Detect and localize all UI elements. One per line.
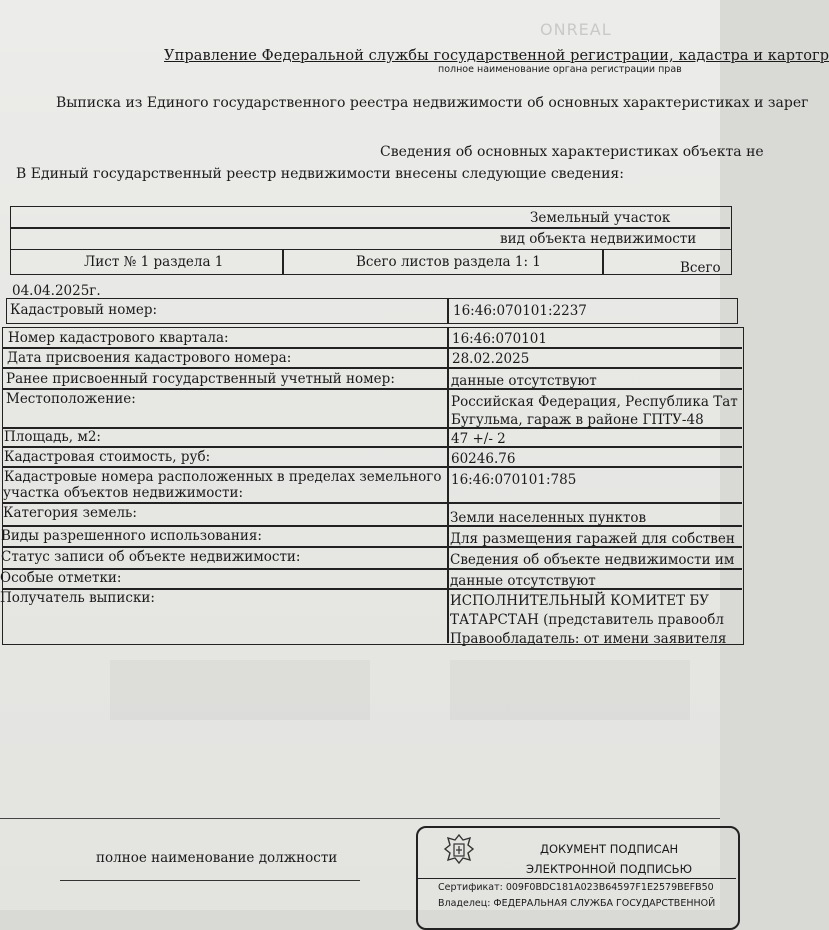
row-label-status: Статус записи об объекте недвижимости: [1,549,301,565]
row-value-prev-number: данные отсутствуют [451,373,597,389]
section-title: Сведения об основных характеристиках объекта не [380,144,764,160]
row-value-notes: данные отсутствуют [450,573,596,589]
certificate-owner: Владелец: ФЕДЕРАЛЬНАЯ СЛУЖБА ГОСУДАРСТВЕННОЙ [438,898,716,909]
cadastral-label: Кадастровый номер: [10,302,158,318]
agency-name: Управление Федеральной службы государственной регистрации, кадастра и картогр [164,48,829,64]
cadastral-value: 16:46:070101:2237 [453,303,587,319]
row-value-recipient-1: ИСПОЛНИТЕЛЬНЫЙ КОМИТЕТ БУ [450,593,710,609]
row-label-notes: Особые отметки: [0,570,122,586]
row-value-recipient-2: ТАТАРСТАН (представитель правообл [450,612,724,628]
row-label-objects-2: участка объектов недвижимости: [3,485,244,501]
row-label-recipient: Получатель выписки: [0,590,155,606]
stamp-line-2: ЭЛЕКТРОННОЙ ПОДПИСЬЮ [526,862,692,876]
object-type: Земельный участок [530,210,671,226]
row-value-location-2: Бугульма, гараж в районе ГПТУ-48 [451,412,704,428]
position-caption: полное наименование должности [96,850,338,866]
row-label-location: Местоположение: [6,391,136,407]
row-label-category: Категория земель: [3,505,137,521]
row-label-area: Площадь, м2: [4,429,101,445]
row-label-assign-date: Дата присвоения кадастрового номера: [7,350,292,366]
extract-date: 04.04.2025г. [12,283,101,299]
row-value-recipient-3: Правообладатель: от имени заявителя [450,631,727,647]
row-label-objects-1: Кадастровые номера расположенных в пределах земельного [4,469,442,485]
emblem-icon [442,832,476,870]
row-label-prev-number: Ранее присвоенный государственный учетный номер: [6,371,395,387]
row-value-quarter: 16:46:070101 [452,331,547,347]
row-label-quarter: Номер кадастрового квартала: [8,330,229,346]
row-value-assign-date: 28.02.2025 [452,351,530,367]
row-value-location-1: Российская Федерация, Республика Тат [451,394,738,410]
row-value-objects: 16:46:070101:785 [451,472,577,488]
row-value-category: Земли населенных пунктов [450,510,647,526]
total-sheets: Всего листов раздела 1: 1 [356,254,541,270]
row-value-usage: Для размещения гаражей для собствен [450,531,735,547]
stamp-line-1: ДОКУМЕНТ ПОДПИСАН [540,842,679,856]
certificate-number: Сертификат: 009F0BDC181A023B64597F1E2579BEFB50 [438,882,714,893]
row-value-cost: 60246.76 [451,451,516,467]
watermark: ONREAL [540,20,612,39]
object-type-caption: вид объекта недвижимости [500,231,697,247]
total-sheets-cut: Всего [680,260,721,276]
extract-title: Выписка из Единого государственного реестра недвижимости об основных характеристиках и зарег [56,95,809,111]
intro-text: В Единый государственный реестр недвижимости внесены следующие сведения: [16,166,624,182]
row-label-cost: Кадастровая стоимость, руб: [4,449,211,465]
row-value-area: 47 +/- 2 [451,431,506,447]
agency-caption: полное наименование органа регистрации прав [438,64,682,75]
row-label-usage: Виды разрешенного использования: [1,528,262,544]
row-value-status: Сведения об объекте недвижимости им [450,552,735,568]
sheet-number: Лист № 1 раздела 1 [84,254,224,270]
